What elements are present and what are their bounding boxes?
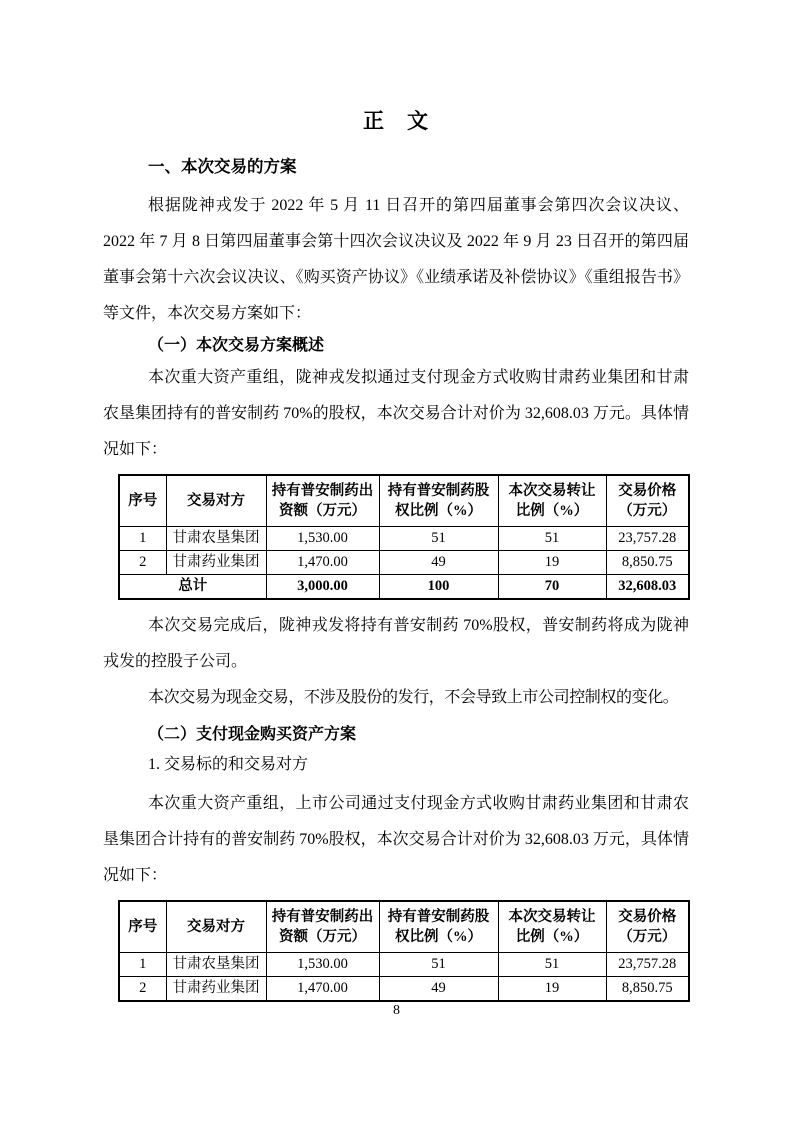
col-header-counterparty: 交易对方 bbox=[166, 475, 266, 527]
cell-seq: 2 bbox=[119, 977, 166, 1002]
cell-capital: 1,530.00 bbox=[266, 953, 379, 977]
col-header-capital: 持有普安制药出资额（万元） bbox=[266, 901, 379, 953]
paragraph-overview: 本次重大资产重组，陇神戎发拟通过支付现金方式收购甘肃药业集团和甘肃农垦集团持有的普安制药 70%的股权，本次交易合计对价为 32,608.03 万元。具体情况如下： bbox=[103, 369, 689, 458]
transaction-table-1 bbox=[118, 474, 690, 600]
cell-total-price: 32,608.03 bbox=[606, 575, 689, 600]
paragraph-detail: 本次重大资产重组，上市公司通过支付现金方式收购甘肃药业集团和甘肃农垦集团合计持有的普安制药 70%股权，本次交易合计对价为 32,608.03 万元，具体情况如下： bbox=[103, 795, 689, 884]
table-row bbox=[119, 527, 689, 551]
table-total-row bbox=[119, 575, 689, 600]
paragraph-cash-transaction: 本次交易为现金交易，不涉及股份的发行，不会导致上市公司控制权的变化。 bbox=[148, 689, 679, 706]
page-number: 8 bbox=[393, 1003, 400, 1018]
col-header-equity-ratio: 持有普安制药股权比例（%） bbox=[379, 475, 498, 527]
cell-seq: 1 bbox=[119, 953, 166, 977]
sub-item-heading-targets: 1. 交易标的和交易对方 bbox=[148, 756, 309, 773]
cell-equity-ratio: 51 bbox=[379, 527, 498, 551]
cell-counterparty: 甘肃药业集团 bbox=[166, 551, 266, 575]
table-header-row bbox=[119, 475, 689, 527]
cell-transfer-ratio: 51 bbox=[498, 953, 606, 977]
cell-equity-ratio: 49 bbox=[379, 977, 498, 1002]
cell-capital: 1,470.00 bbox=[266, 977, 379, 1002]
col-header-seq: 序号 bbox=[119, 475, 166, 527]
cell-total-capital: 3,000.00 bbox=[266, 575, 379, 600]
cell-price: 8,850.75 bbox=[606, 977, 689, 1002]
table-row bbox=[119, 551, 689, 575]
subsection-heading-overview: （一）本次交易方案概述 bbox=[148, 337, 325, 354]
cell-transfer-ratio: 19 bbox=[498, 551, 606, 575]
cell-total-equity-ratio: 100 bbox=[379, 575, 498, 600]
col-header-counterparty: 交易对方 bbox=[166, 901, 266, 953]
cell-price: 8,850.75 bbox=[606, 551, 689, 575]
cell-price: 23,757.28 bbox=[606, 527, 689, 551]
cell-counterparty: 甘肃农垦集团 bbox=[166, 953, 266, 977]
cell-seq: 2 bbox=[119, 551, 166, 575]
col-header-transfer-ratio: 本次交易转让比例（%） bbox=[498, 901, 606, 953]
cell-capital: 1,530.00 bbox=[266, 527, 379, 551]
paragraph-after-table: 本次交易完成后，陇神戎发将持有普安制药 70%股权，普安制药将成为陇神戎发的控股子公司。 bbox=[103, 617, 689, 670]
cell-transfer-ratio: 51 bbox=[498, 527, 606, 551]
doc-title: 正 文 bbox=[363, 110, 429, 133]
cell-counterparty: 甘肃农垦集团 bbox=[166, 527, 266, 551]
col-header-equity-ratio: 持有普安制药股权比例（%） bbox=[379, 901, 498, 953]
col-header-transfer-ratio: 本次交易转让比例（%） bbox=[498, 475, 606, 527]
cell-transfer-ratio: 19 bbox=[498, 977, 606, 1002]
cell-equity-ratio: 51 bbox=[379, 953, 498, 977]
cell-price: 23,757.28 bbox=[606, 953, 689, 977]
paragraph-resolution-basis: 根据陇神戎发于 2022 年 5 月 11 日召开的第四届董事会第四次会议决议、2022 年 7 月 8 日第四届董事会第十四次会议决议及 2022 年 9 月 23 日召开的第四届董事会第十六次会议决议、《购买资产协议》《业绩承诺及补偿协议》《重组报告书》等文件，本次交易方案如下： bbox=[103, 197, 689, 322]
table-header-row bbox=[119, 901, 689, 953]
cell-equity-ratio: 49 bbox=[379, 551, 498, 575]
table-row bbox=[119, 977, 689, 1002]
cell-total-transfer-ratio: 70 bbox=[498, 575, 606, 600]
col-header-seq: 序号 bbox=[119, 901, 166, 953]
table-row bbox=[119, 953, 689, 977]
col-header-capital: 持有普安制药出资额（万元） bbox=[266, 475, 379, 527]
transaction-table-2 bbox=[118, 900, 690, 1002]
subsection-heading-cash-plan: （二）支付现金购买资产方案 bbox=[148, 726, 357, 743]
col-header-price: 交易价格（万元） bbox=[606, 475, 689, 527]
section-heading-transaction-plan: 一、本次交易的方案 bbox=[148, 158, 297, 176]
cell-total-label: 总计 bbox=[119, 575, 266, 600]
col-header-price: 交易价格（万元） bbox=[606, 901, 689, 953]
cell-counterparty: 甘肃药业集团 bbox=[166, 977, 266, 1002]
cell-seq: 1 bbox=[119, 527, 166, 551]
cell-capital: 1,470.00 bbox=[266, 551, 379, 575]
